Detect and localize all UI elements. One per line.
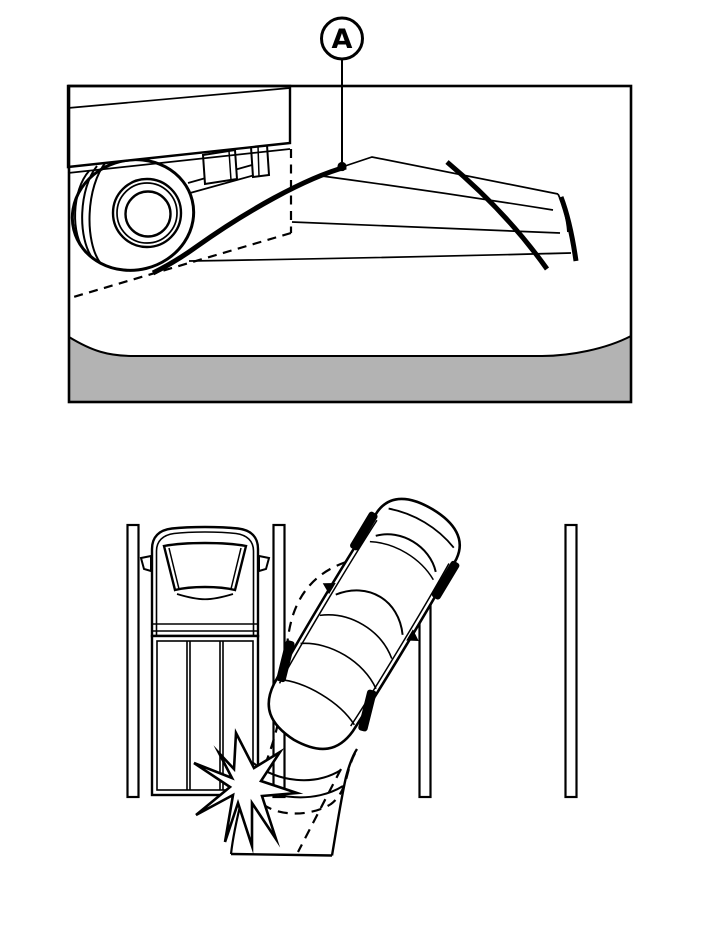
swept-path-bottom-edge	[231, 854, 332, 856]
truck-mirror-right	[259, 556, 269, 571]
parking-line	[566, 525, 577, 797]
distance-guide-thick-line	[561, 197, 576, 261]
own-vehicle-body-edge	[69, 336, 631, 356]
swept-path-right-edge	[332, 749, 357, 856]
spring-hanger-bracket	[251, 145, 269, 177]
guide-line	[322, 176, 553, 210]
bracket-edge-line	[258, 146, 259, 176]
camera-view-panel	[61, 18, 631, 402]
truck-wheel	[61, 147, 206, 283]
distance-guide-thick-line	[447, 162, 547, 269]
callout-a	[322, 18, 363, 171]
parking-line	[128, 525, 139, 797]
truck-mirror-left	[141, 556, 151, 571]
overhead-view-panel	[128, 479, 577, 855]
callout-anchor-dot	[337, 162, 346, 171]
own-vehicle-body	[69, 336, 631, 401]
guide-line	[189, 253, 571, 261]
parked-truck	[141, 527, 269, 795]
truck-windshield	[164, 543, 246, 590]
callout-a-label: A	[331, 24, 353, 55]
